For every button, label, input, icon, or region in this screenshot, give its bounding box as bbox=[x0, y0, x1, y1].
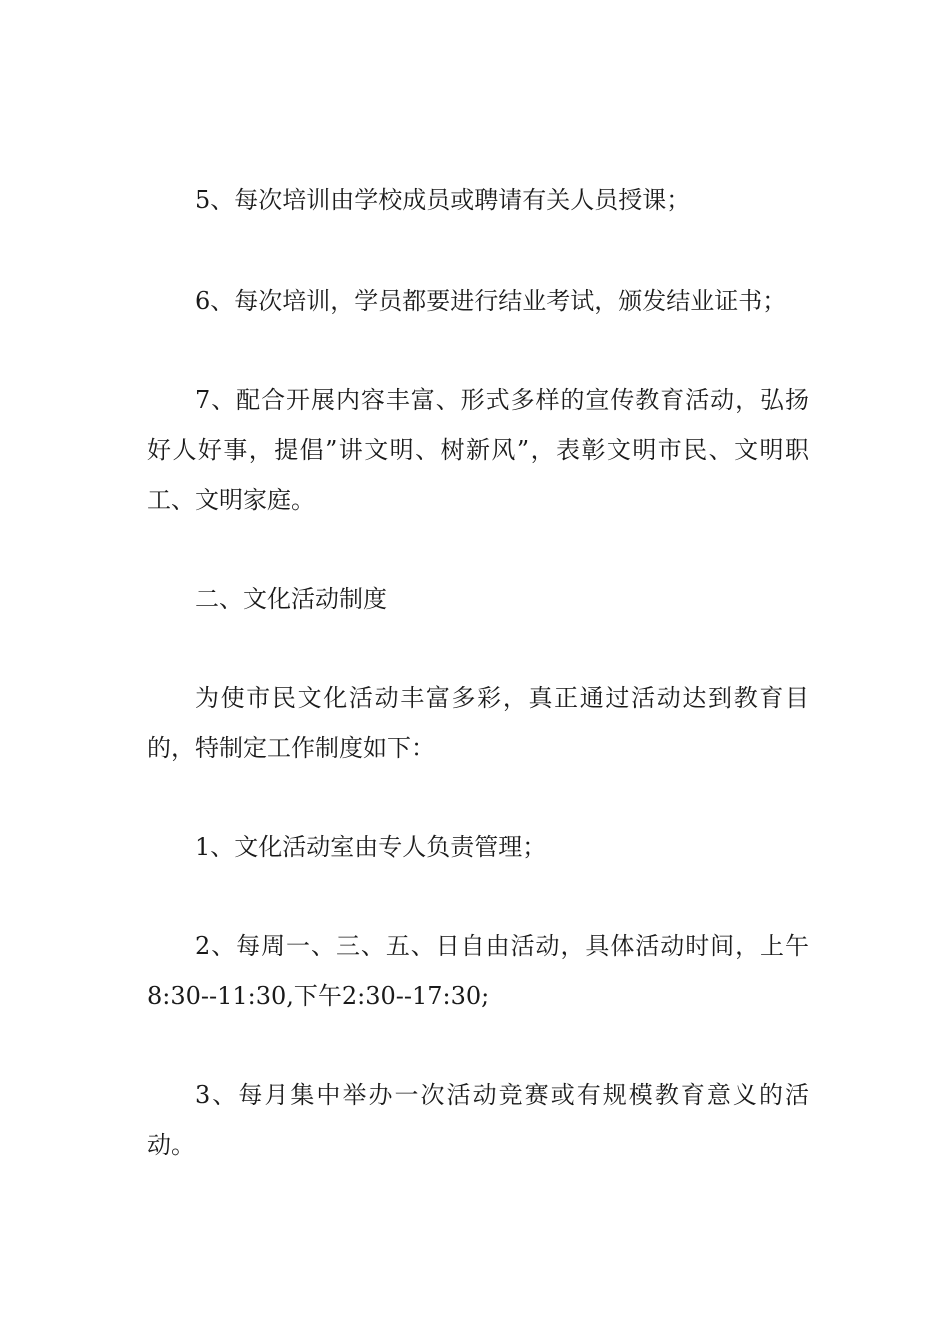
section-heading: 二、文化活动制度 bbox=[195, 585, 387, 613]
paragraph-intro: 为使市民文化活动丰富多彩，真正通过活动达到教育目的，特制定工作制度如下： bbox=[147, 684, 809, 762]
paragraph-item-1: 1、文化活动室由专人负责管理； bbox=[195, 833, 547, 861]
paragraph-item-5: 5、每次培训由学校成员或聘请有关人员授课； bbox=[195, 186, 691, 214]
paragraph-item-3: 3、每月集中举办一次活动竞赛或有规模教育意义的活动。 bbox=[147, 1081, 809, 1159]
paragraph-item-2: 2、每周一、三、五、日自由活动，具体活动时间，上午8:30--11:30,下午2:30--17:30; bbox=[147, 932, 809, 1010]
paragraph-item-7: 7、配合开展内容丰富、形式多样的宣传教育活动，弘扬好人好事，提倡”讲文明、树新风”，表彰文明市民、文明职工、文明家庭。 bbox=[147, 386, 809, 514]
paragraph-item-6: 6、每次培训，学员都要进行结业考试，颁发结业证书； bbox=[195, 287, 787, 315]
